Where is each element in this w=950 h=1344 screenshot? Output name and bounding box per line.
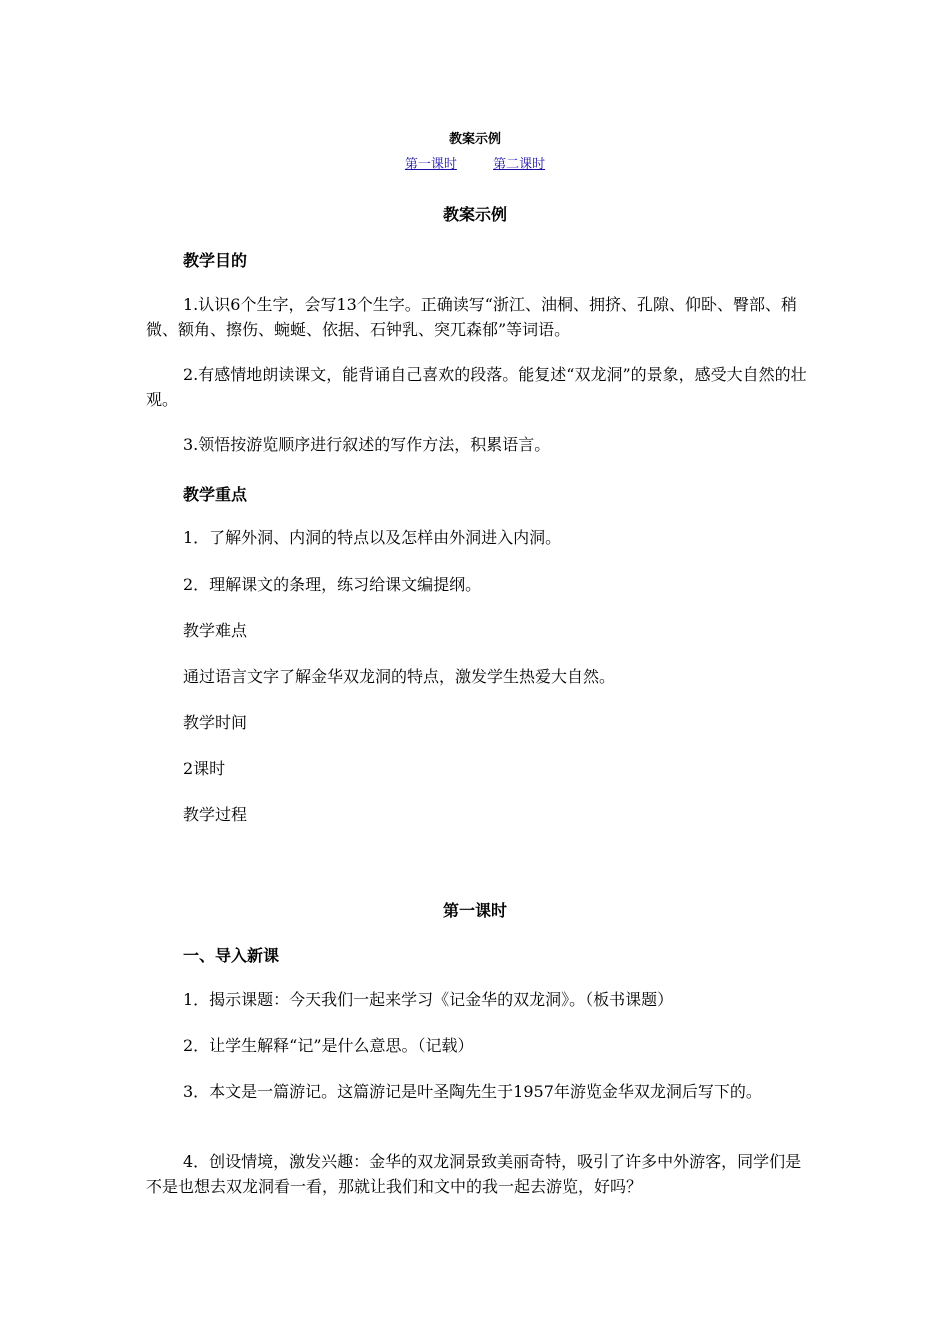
process-heading: 教学过程	[183, 805, 248, 824]
time-heading: 教学时间	[183, 713, 248, 732]
difficulty-heading: 教学难点	[183, 621, 248, 640]
objective-item: 2.有感情地朗读课文，能背诵自己喜欢的段落。能复述“双龙洞”的景象，感受大自然的壮观。	[146, 365, 807, 409]
section1-item: 3．本文是一篇游记。这篇游记是叶圣陶先生于1957年游览金华双龙洞后写下的。	[183, 1082, 762, 1101]
objective-item: 3.领悟按游览顺序进行叙述的写作方法，积累语言。	[183, 435, 551, 454]
objective-item: 1.认识6个生字，会写13个生字。正确读写“浙江、油桐、拥挤、孔隙、仰卧、臀部、稍微、额角、擦伤、蜿蜒、依据、石钟乳、突兀森郁”等词语。	[146, 295, 797, 339]
difficulty-text: 通过语言文字了解金华双龙洞的特点，激发学生热爱大自然。	[183, 667, 616, 686]
main-title: 教案示例	[442, 205, 507, 224]
section1-item: 2．让学生解释“记”是什么意思。（记载）	[183, 1036, 474, 1055]
lesson-nav	[0, 153, 950, 172]
key-points-heading: 教学重点	[183, 485, 248, 504]
objectives-heading: 教学目的	[183, 251, 248, 270]
time-text: 2课时	[183, 759, 226, 778]
section1-heading: 一、导入新课	[183, 946, 280, 965]
top-title: 教案示例	[448, 132, 501, 147]
link-lesson-2[interactable]: 第二课时	[493, 157, 546, 172]
section1-item: 4．创设情境，激发兴趣：金华的双龙洞景致美丽奇特，吸引了许多中外游客，同学们是不是也想去双龙洞看一看，那就让我们和文中的我一起去游览，好吗？	[146, 1152, 802, 1196]
lesson1-title: 第一课时	[442, 901, 507, 920]
key-point-item: 2．理解课文的条理，练习给课文编提纲。	[183, 575, 482, 594]
key-point-item: 1．了解外洞、内洞的特点以及怎样由外洞进入内洞。	[183, 528, 562, 547]
section1-item: 1．揭示课题：今天我们一起来学习《记金华的双龙洞》。（板书课题）	[183, 990, 674, 1009]
link-lesson-1[interactable]: 第一课时	[404, 157, 457, 172]
